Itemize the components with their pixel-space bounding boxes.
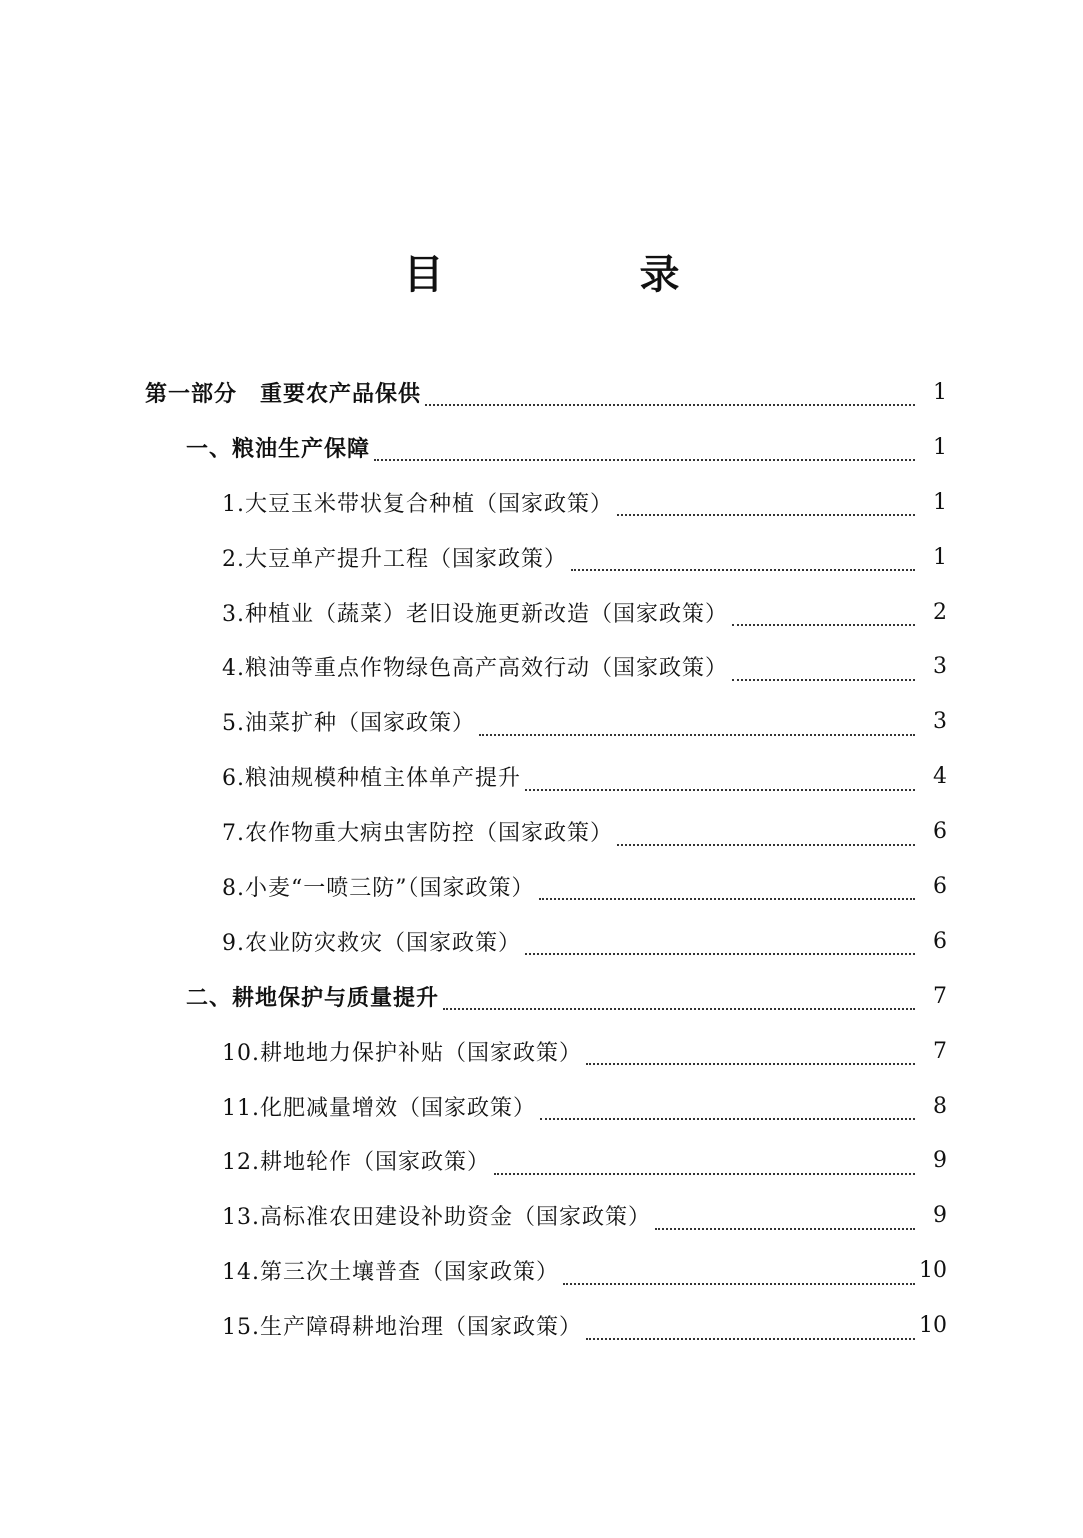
toc-entry-label: 4.粮油等重点作物绿色高产高效行动（国家政策）	[222, 656, 728, 682]
toc-entry-page: 1	[933, 544, 947, 570]
toc-entry-item-13[interactable]	[0, 1188, 1083, 1243]
toc-entry-page: 1	[933, 434, 947, 460]
toc-entry-item-10[interactable]	[0, 1024, 1083, 1079]
dot-leader	[540, 1096, 915, 1120]
toc-entry-label: 二、耕地保护与质量提升	[186, 984, 440, 1011]
toc-entry-label: 11.化肥减量增效（国家政策）	[222, 1095, 536, 1121]
toc-entry-part-1[interactable]	[0, 365, 1083, 420]
dot-leader	[563, 1261, 915, 1285]
dot-leader	[425, 382, 915, 406]
table-of-contents	[0, 365, 1083, 1353]
dot-leader	[617, 492, 915, 516]
dot-leader	[617, 822, 915, 846]
toc-entry-page: 8	[933, 1093, 947, 1119]
dot-leader	[479, 712, 915, 736]
toc-entry-page: 7	[933, 1038, 947, 1064]
toc-entry-label: 13.高标准农田建设补助资金（国家政策）	[222, 1205, 651, 1231]
toc-entry-page: 6	[933, 928, 947, 954]
toc-entry-label: 6.粮油规模种植主体单产提升	[222, 766, 521, 792]
toc-entry-label: 5.油菜扩种（国家政策）	[222, 711, 475, 737]
dot-leader	[443, 986, 915, 1010]
dot-leader	[494, 1151, 915, 1175]
toc-entry-page: 10	[919, 1258, 947, 1284]
toc-entry-page: 9	[933, 1203, 947, 1229]
toc-entry-item-11[interactable]	[0, 1079, 1083, 1134]
toc-entry-label: 3.种植业（蔬菜）老旧设施更新改造（国家政策）	[222, 601, 728, 627]
toc-entry-item-1[interactable]	[0, 475, 1083, 530]
toc-entry-label: 10.耕地地力保护补贴（国家政策）	[222, 1040, 582, 1066]
toc-entry-page: 7	[933, 983, 947, 1009]
toc-entry-label: 1.大豆玉米带状复合种植（国家政策）	[222, 491, 613, 517]
toc-entry-page: 1	[933, 489, 947, 515]
toc-entry-label: 14.第三次土壤普查（国家政策）	[222, 1260, 559, 1286]
dot-leader	[525, 767, 915, 791]
page-title: 目 录	[403, 251, 758, 298]
toc-entry-item-5[interactable]	[0, 694, 1083, 749]
toc-entry-item-2[interactable]	[0, 530, 1083, 585]
dot-leader	[571, 547, 915, 571]
toc-entry-label: 9.农业防灾救灾（国家政策）	[222, 930, 521, 956]
toc-entry-label: 第一部分 重要农产品保供	[145, 380, 422, 407]
toc-entry-page: 10	[919, 1313, 947, 1339]
toc-entry-page: 1	[933, 379, 947, 405]
toc-entry-item-7[interactable]	[0, 804, 1083, 859]
toc-entry-item-12[interactable]	[0, 1133, 1083, 1188]
toc-entry-page: 3	[933, 654, 947, 680]
dot-leader	[655, 1206, 915, 1230]
toc-entry-page: 6	[933, 873, 947, 899]
toc-entry-page: 6	[933, 819, 947, 845]
dot-leader	[374, 437, 915, 461]
dot-leader	[525, 931, 915, 955]
dot-leader	[586, 1316, 915, 1340]
toc-entry-page: 4	[933, 764, 947, 790]
dot-leader	[732, 657, 915, 681]
toc-entry-label: 2.大豆单产提升工程（国家政策）	[222, 546, 567, 572]
toc-entry-item-3[interactable]	[0, 585, 1083, 640]
toc-entry-label: 7.农作物重大病虫害防控（国家政策）	[222, 821, 613, 847]
toc-entry-section-1[interactable]	[0, 420, 1083, 475]
toc-entry-item-14[interactable]	[0, 1243, 1083, 1298]
toc-entry-section-2[interactable]	[0, 969, 1083, 1024]
toc-entry-item-6[interactable]	[0, 749, 1083, 804]
toc-entry-page: 9	[933, 1148, 947, 1174]
dot-leader	[586, 1041, 915, 1065]
toc-entry-label: 一、粮油生产保障	[186, 435, 371, 462]
toc-entry-item-8[interactable]	[0, 859, 1083, 914]
dot-leader	[732, 602, 915, 626]
toc-entry-label: 12.耕地轮作（国家政策）	[222, 1150, 490, 1176]
toc-entry-label: 15.生产障碍耕地治理（国家政策）	[222, 1315, 582, 1341]
toc-entry-label: 8.小麦“一喷三防”（国家政策）	[222, 875, 535, 901]
toc-entry-page: 3	[933, 709, 947, 735]
toc-entry-page: 2	[933, 599, 947, 625]
toc-entry-item-4[interactable]	[0, 639, 1083, 694]
toc-entry-item-15[interactable]	[0, 1298, 1083, 1353]
dot-leader	[539, 876, 916, 900]
toc-entry-item-9[interactable]	[0, 914, 1083, 969]
